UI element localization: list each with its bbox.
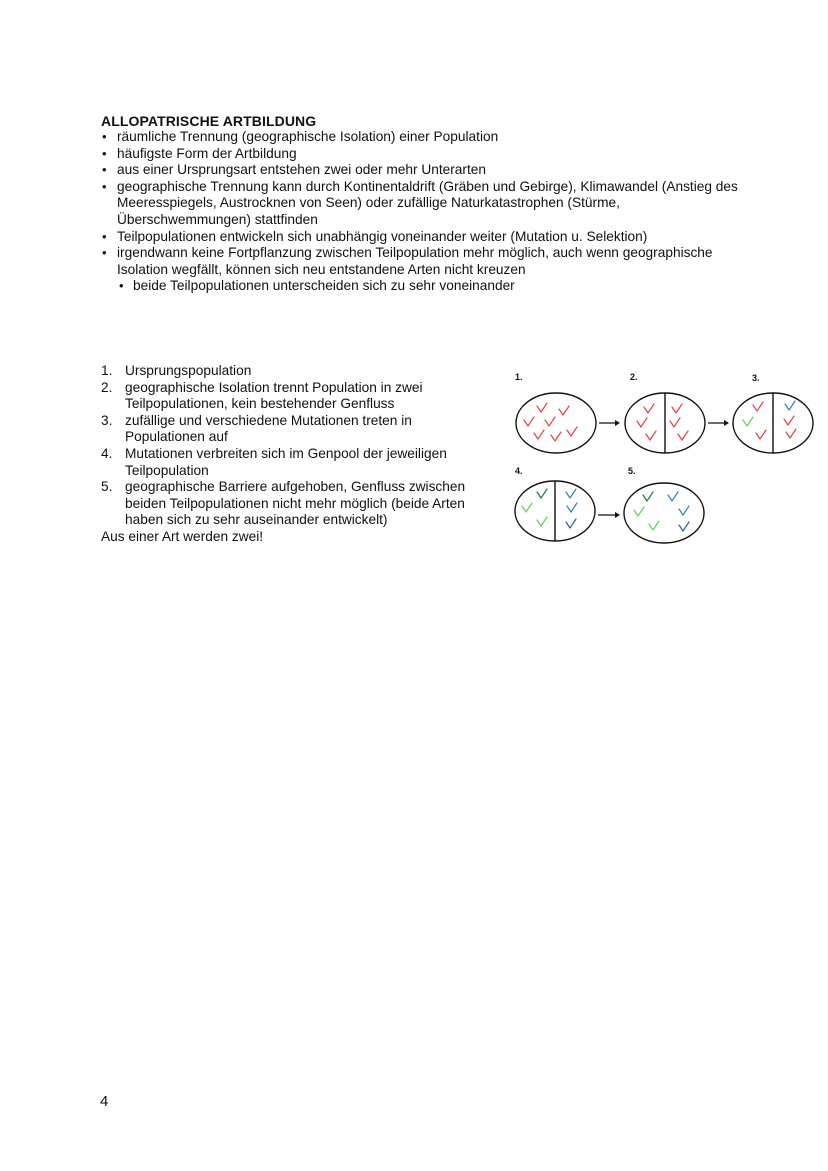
allele-mark: [566, 489, 576, 498]
step-item: [101, 363, 481, 380]
step-text: zufällige und verschiedene Mutationen treten in Populationen auf: [125, 412, 412, 445]
allele-mark: [644, 404, 654, 413]
allele-mark: [785, 401, 795, 410]
allele-mark: [649, 521, 659, 530]
allele-mark: [678, 431, 688, 440]
bullet-item: • geographische Trennung kann durch Kontinentaldrift (Gräben und Gebirge), Klimawandel (Anstieg des Meeresspiegels, Austrocknen von Seen) oder zufällige Naturkatastrophen (Stürme, Überschwemmungen) stattfinden: [101, 179, 741, 229]
allele-mark: [537, 517, 547, 526]
allele-mark: [545, 417, 555, 426]
step-item: [101, 413, 481, 446]
step-item: [101, 446, 481, 479]
allele-mark: [786, 429, 796, 438]
arrow-head: [724, 420, 729, 426]
bullet-item: • aus einer Ursprungsart entstehen zwei oder mehr Unterarten: [101, 162, 741, 179]
conclusion-text: Aus einer Art werden zwei!: [101, 528, 264, 544]
speciation-diagram: [508, 365, 818, 550]
allele-mark: [567, 427, 577, 436]
step-item: [101, 380, 481, 413]
allele-mark: [551, 432, 561, 441]
allele-mark: [668, 492, 678, 501]
stage-label-5: 5.: [628, 466, 636, 476]
step-text: Mutationen verbreiten sich im Genpool der jeweiligen Teilpopulation: [125, 445, 447, 478]
population-ellipse: [516, 393, 596, 453]
allele-mark: [522, 503, 532, 512]
step-text: geographische Barriere aufgehoben, Genfluss zwischen beiden Teilpopulationen nicht mehr möglich (beide Arten haben sich zu sehr auseinander entwickelt): [125, 479, 466, 528]
allele-mark: [756, 430, 766, 439]
allopatric-section: [101, 113, 741, 295]
allele-mark: [524, 417, 534, 426]
speciation-diagram-svg: [508, 365, 818, 550]
page-number: 4: [100, 1093, 109, 1110]
allele-mark: [566, 519, 576, 528]
allele-mark: [679, 522, 689, 531]
bullet-list: [101, 129, 741, 295]
allele-mark: [637, 418, 647, 427]
steps-section: [101, 363, 481, 546]
step-number: 3.: [101, 412, 113, 428]
allele-mark: [537, 489, 547, 498]
bullet-item: • räumliche Trennung (geographische Isolation) einer Population: [101, 129, 741, 146]
stage-label-2: 2.: [630, 372, 638, 382]
sub-bullet-item: • beide Teilpopulationen unterscheiden sich zu sehr voneinander: [101, 278, 741, 295]
allele-mark: [643, 492, 653, 501]
allele-mark: [670, 418, 680, 427]
allele-mark: [646, 431, 656, 440]
bullet-item: • irgendwann keine Fortpflanzung zwischen Teilpopulation mehr möglich, auch wenn geographische Isolation wegfällt, können sich neu entstandene Arten nicht kreuzen: [101, 245, 741, 278]
step-text: geographische Isolation trennt Population in zwei Teilpopulationen, kein bestehender Genfluss: [125, 379, 423, 412]
arrow-head: [615, 420, 620, 426]
allele-mark: [634, 507, 644, 516]
stage-label-3: 3.: [752, 373, 760, 383]
section-heading: ALLOPATRISCHE ARTBILDUNG: [101, 113, 317, 129]
step-number: 5.: [101, 479, 113, 495]
allele-mark: [672, 404, 682, 413]
step-number: 2.: [101, 379, 113, 395]
allele-mark: [679, 506, 689, 515]
step-number: 4.: [101, 445, 113, 461]
step-number: 1.: [101, 363, 113, 378]
bullet-item: • Teilpopulationen entwickeln sich unabhängig voneinander weiter (Mutation u. Selektion): [101, 229, 741, 246]
allele-mark: [559, 406, 569, 415]
allele-mark: [784, 416, 794, 425]
stage-label-1: 1.: [515, 372, 523, 382]
allele-mark: [753, 402, 763, 411]
arrow-head: [615, 512, 620, 518]
stage-label-4: 4.: [515, 466, 523, 476]
step-text: Ursprungspopulation: [125, 363, 252, 378]
step-item: [101, 479, 481, 529]
steps-list: [101, 363, 481, 529]
allele-mark: [534, 430, 544, 439]
bullet-item: • häufigste Form der Artbildung: [101, 146, 741, 163]
allele-mark: [537, 403, 547, 412]
allele-mark: [567, 503, 577, 512]
allele-mark: [743, 417, 753, 426]
